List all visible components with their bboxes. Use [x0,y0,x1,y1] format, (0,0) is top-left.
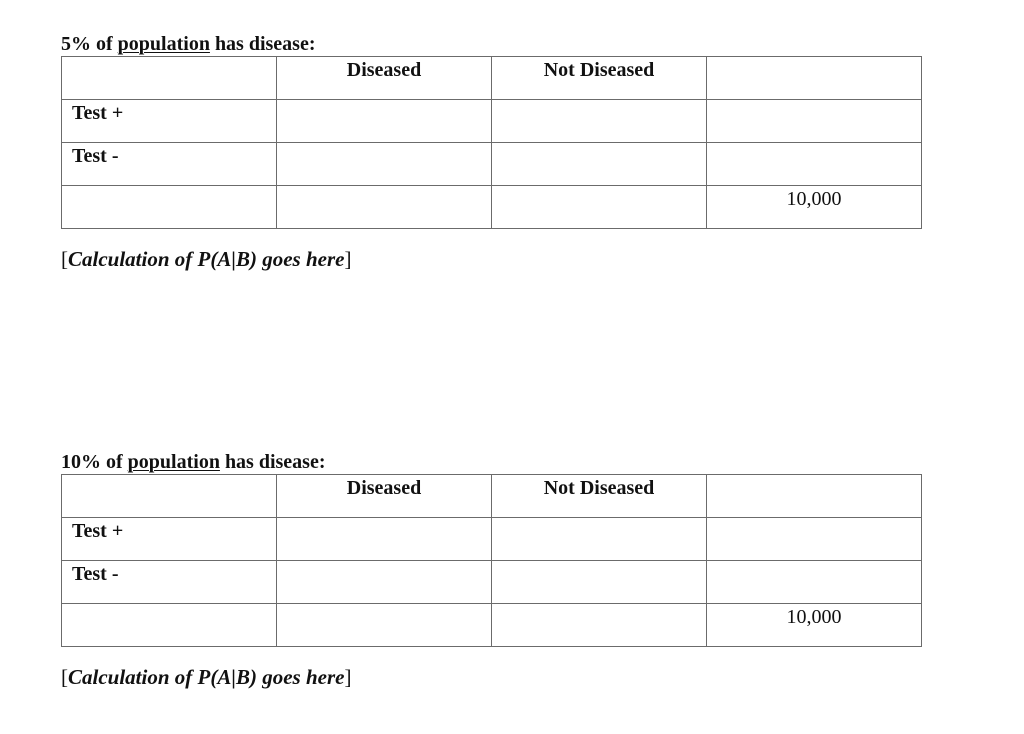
table-2-corner-cell [62,475,277,518]
contingency-table-2 [61,474,922,647]
table-2-header-not-diseased: Not Diseased [492,475,707,518]
table-2-header-total [707,475,922,518]
section-2-title [61,451,326,473]
table-1-header-diseased: Diseased [277,57,492,100]
table-2-label-test-positive: Test + [62,518,277,561]
section-2-calculation-placeholder [61,665,351,689]
table-2-cell-pos-total [707,518,922,561]
section-1-title-underlined: population [117,33,210,55]
table-1-total-not-diseased [492,186,707,229]
table-1-label-test-positive: Test + [62,100,277,143]
calc-2-open-bracket: [ [61,665,68,689]
section-2-title-percent: 10% of [61,451,128,473]
table-1-cell-neg-diseased [277,143,492,186]
table-1-label-test-negative: Test - [62,143,277,186]
table-1-cell-neg-not-diseased [492,143,707,186]
table-1-row-totals [62,186,922,229]
calc-1-open-bracket: [ [61,247,68,271]
section-1-title-percent: 5% of [61,33,118,55]
table-2-cell-neg-not-diseased [492,561,707,604]
table-2-header-row [62,475,922,518]
table-1-cell-neg-total [707,143,922,186]
table-2-row-test-positive [62,518,922,561]
table-2-total-not-diseased [492,604,707,647]
table-2-grand-total: 10,000 [707,604,922,647]
table-1-header-row [62,57,922,100]
section-1-title-rest: has disease: [209,33,316,55]
table-1-cell-pos-total [707,100,922,143]
section-2-title-underlined: population [127,451,220,473]
table-1-totals-label [62,186,277,229]
calc-1-text: Calculation of P(A|B) goes here [68,247,345,271]
table-1-row-test-negative [62,143,922,186]
calc-1-close-bracket: ] [344,247,352,271]
calc-2-text: Calculation of P(A|B) goes here [68,665,345,689]
table-2-header-diseased: Diseased [277,475,492,518]
table-1-cell-pos-not-diseased [492,100,707,143]
table-2-row-totals [62,604,922,647]
section-1-title [61,33,316,55]
table-1-row-test-positive [62,100,922,143]
table-1-grand-total: 10,000 [707,186,922,229]
section-2-title-rest: has disease: [219,451,326,473]
table-2-row-test-negative [62,561,922,604]
table-1-total-diseased [277,186,492,229]
table-2-cell-pos-not-diseased [492,518,707,561]
table-2-label-test-negative: Test - [62,561,277,604]
table-2-totals-label [62,604,277,647]
table-1-header-not-diseased: Not Diseased [492,57,707,100]
table-1-cell-pos-diseased [277,100,492,143]
table-2-cell-pos-diseased [277,518,492,561]
contingency-table-1 [61,56,922,229]
table-2-cell-neg-total [707,561,922,604]
table-2-cell-neg-diseased [277,561,492,604]
table-1-header-total [707,57,922,100]
calc-2-close-bracket: ] [344,665,352,689]
table-1-corner-cell [62,57,277,100]
section-1-calculation-placeholder [61,247,351,271]
table-2-total-diseased [277,604,492,647]
